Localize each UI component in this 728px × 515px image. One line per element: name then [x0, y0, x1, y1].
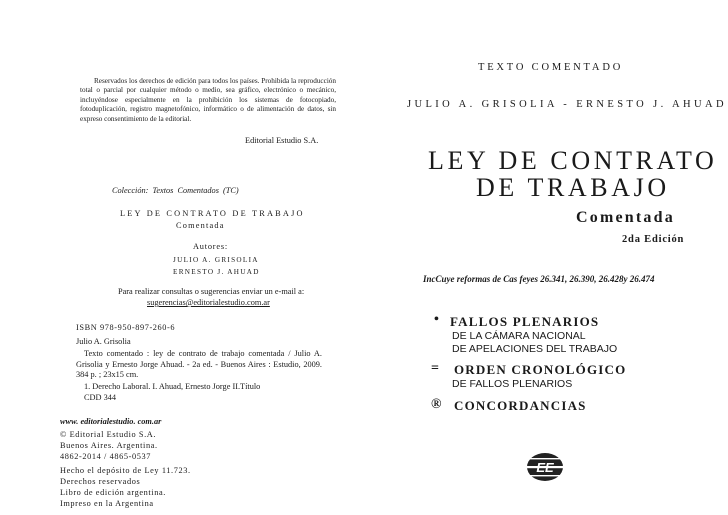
isbn: ISBN 978-950-897-260-6 [76, 323, 176, 332]
contact-line: Para realizar consultas o sugerencias enviar un e-mail a: [118, 287, 305, 296]
cover-subtitle: Comentada [576, 209, 675, 226]
bullet-1-line-1: DE LA CÁMARA NACIONAL [452, 330, 586, 342]
publisher-credit: Editorial Estudio S.A. [245, 136, 319, 145]
series-label: TEXTO COMENTADO [478, 62, 624, 73]
authors-label: Autores: [193, 242, 228, 251]
collection-title: LEY DE CONTRATO DE TRABAJO [120, 209, 305, 218]
printed-in: Impreso en la Argentina [60, 499, 154, 508]
website[interactable]: www. editorialestudio. com.ar [60, 417, 162, 426]
catalog-subjects: 1. Derecho Laboral. I. Ahuad, Ernesto Jorge II.Título [84, 382, 261, 391]
rights-notice: Reservados los derechos de edición para todos los países. Prohibida la reproducción total o parcial por cualquier método o medio, sea gráfico, electrónico o mecánico, incluyéndose especialmente en la prohibición los sistemas de fotocopiado, fotoduplicación, registro magnetofónico, informático o de alimentación de datos, sin expreso consentimiento de la editorial. [80, 77, 336, 123]
bullet-3-title: CONCORDANCIAS [454, 398, 587, 413]
collection-subtitle: Comentada [176, 221, 225, 230]
phone: 4862-2014 / 4865-0537 [60, 452, 151, 461]
catalog-author: Julio A. Grisolia [76, 337, 131, 346]
edition-origin: Libro de edición argentina. [60, 488, 166, 497]
bullet-3-symbol: ® [431, 397, 442, 412]
main-title-line-1: LEY DE CONTRATO [428, 146, 718, 175]
collection-label: Colección: Textos Comentados (TC) [112, 186, 239, 195]
bullet-2-symbol: = [431, 361, 439, 376]
bullet-2-title: ORDEN CRONOLÓGICO [454, 362, 627, 377]
edition-label: 2da Edición [622, 234, 685, 245]
contact-email[interactable]: sugerencias@editorialestudio.com.ar [147, 298, 270, 307]
publisher-logo-icon [526, 452, 564, 482]
ee-logo-svg [526, 452, 564, 482]
bullet-1-title: FALLOS PLENARIOS [450, 314, 600, 329]
catalog-entry: Texto comentado : ley de contrato de trabajo comentada / Julio A. Grisolia y Ernesto Jorge Ahuad. - 2a ed. - Buenos Aires : Estudio, 2009. 384 p. ; 23x15 cm. [76, 349, 322, 379]
rights-reserved: Derechos reservados [60, 477, 141, 486]
reforms-note: IncCuye reformas de Cas feyes 26.341, 26.390, 26.428y 26.474 [423, 274, 655, 284]
catalog-cdd: CDD 344 [84, 393, 117, 402]
city: Buenos Aires. Argentina. [60, 441, 158, 450]
main-title-line-2: DE TRABAJO [476, 173, 670, 202]
copyright: © Editorial Estudio S.A. [60, 430, 157, 439]
author-2: ERNESTO J. AHUAD [173, 268, 260, 276]
bullet-1-line-2: DE APELACIONES DEL TRABAJO [452, 343, 618, 355]
bullet-1-symbol: • [434, 312, 439, 327]
bullet-2-line-1: DE FALLOS PLENARIOS [452, 378, 573, 390]
logo-text: EE [536, 460, 554, 475]
legal-deposit: Hecho el depósito de Ley 11.723. [60, 466, 191, 475]
cover-authors: JULIO A. GRISOLIA - ERNESTO J. AHUAD [407, 99, 727, 110]
right-page [400, 0, 728, 515]
author-1: JULIO A. GRISOLIA [173, 256, 259, 264]
